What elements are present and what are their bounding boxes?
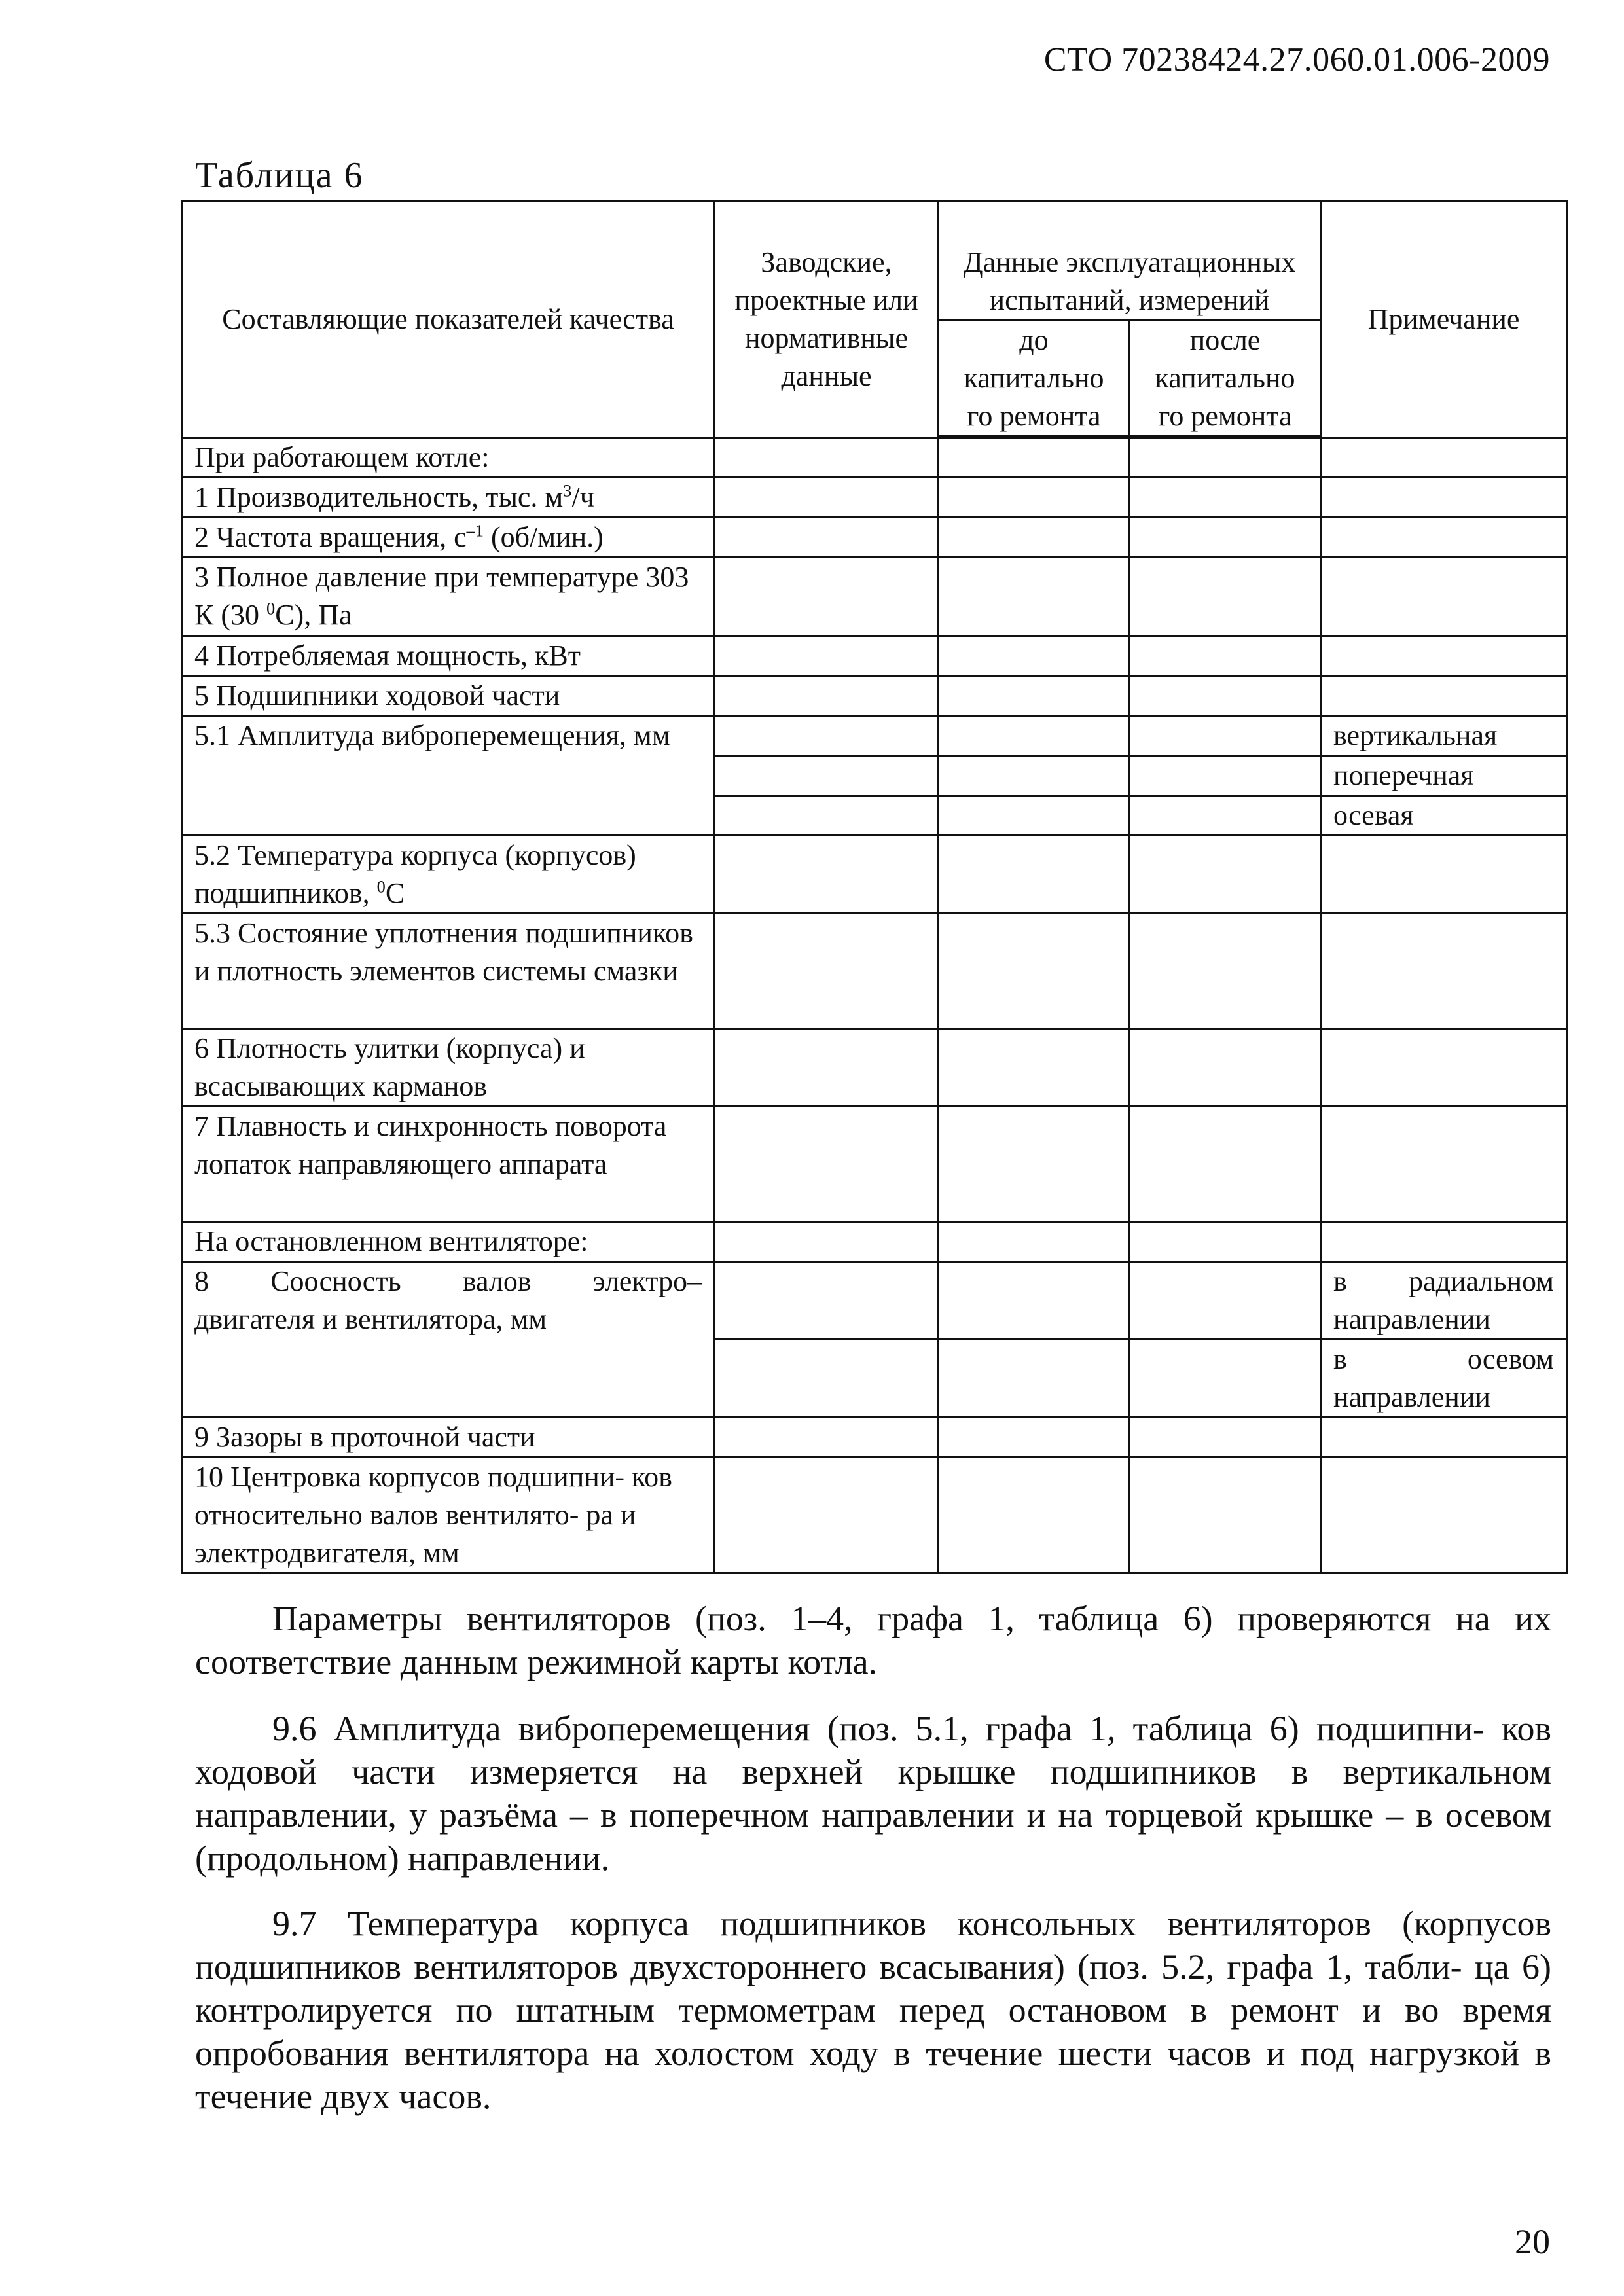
table-row-label: 7 Плавность и синхронность поворота лопаток направляющего аппарата: [182, 1106, 715, 1221]
header-before-repair: до капитально го ремонта: [939, 321, 1130, 438]
note-radial: в радиальном направлении: [1321, 1261, 1567, 1339]
note-vertical: вертикальная: [1321, 715, 1567, 755]
table-row-label: 2 Частота вращения, $с^{-1}$ (об/мин.): [182, 517, 715, 557]
table-row-label: При работающем котле:: [182, 437, 715, 477]
paragraph: 9.6 Амплитуда виброперемещения (поз. 5.1, графа 1, таблица 6) подшипни- ков ходовой части измеряется на верхней крышке подшипников в вертикальном направлении, у разъёма – в поперечном направлении и на торцевой крышке – в осевом (продольном) направлении.: [195, 1709, 1551, 1878]
page-number: 20: [1515, 2222, 1550, 2261]
table-row-label: 5 Подшипники ходовой части: [182, 675, 715, 715]
table-row-label: 9 Зазоры в проточной части: [182, 1417, 715, 1457]
header-operational-data: Данные эксплуатационных испытаний, измерений: [939, 202, 1321, 321]
header-factory-data: Заводские, проектные или нормативные данные: [715, 202, 939, 438]
table-row-label: На остановленном вентиляторе:: [182, 1221, 715, 1261]
paragraph: Параметры вентиляторов (поз. 1–4, графа 1, таблица 6) проверяются на их соответствие данным режимной карты котла.: [195, 1599, 1551, 1681]
table-row-label: 5.2 Температура корпуса (корпусов) подшипников, $^0$С: [182, 835, 715, 913]
header-after-repair: после капитально го ремонта: [1130, 321, 1321, 438]
table-row-label: 3 Полное давление при температуре 303 К (30 $^0$С), Па: [182, 557, 715, 636]
table-row-label: 8 Соосность валов электро– двигателя и вентилятора, мм: [182, 1261, 715, 1417]
note-transverse: поперечная: [1321, 755, 1567, 795]
table-row-label: 6 Плотность улитки (корпуса) и всасывающих карманов: [182, 1028, 715, 1106]
table-row-label: 5.3 Состояние уплотнения подшипников и плотность элементов системы смазки: [182, 913, 715, 1028]
table-caption: Таблица 6: [195, 155, 364, 196]
paragraph: 9.7 Температура корпуса подшипников консольных вентиляторов (корпусов подшипников вентиляторов двухстороннего всасывания) (поз. 5.2, графа 1, табли- ца 6) контролируется по штатным термометрам перед остановом в ремонт и во время опробования вентилятора на холостом ходу в течение шести часов и под нагрузкой в течение двух часов.: [195, 1904, 1551, 2116]
quality-indicators-table: [181, 200, 1568, 1574]
table-row-label: 10 Центровка корпусов подшипни- ков относительно валов вентилято- ра и электродвигателя, мм: [182, 1457, 715, 1573]
table-row-label: 5.1 Амплитуда виброперемещения, мм: [182, 715, 715, 835]
document-code: СТО 70238424.27.060.01.006-2009: [1043, 41, 1550, 79]
table-row-label: 4 Потребляемая мощность, кВт: [182, 636, 715, 675]
header-notes: Примечание: [1321, 202, 1567, 438]
header-components: Составляющие показателей качества: [182, 202, 715, 438]
note-axial-direction: в осевом направлении: [1321, 1339, 1567, 1417]
table-row-label: 1 Производительность, тыс. $м^3/ч$: [182, 477, 715, 517]
note-axial: осевая: [1321, 795, 1567, 835]
